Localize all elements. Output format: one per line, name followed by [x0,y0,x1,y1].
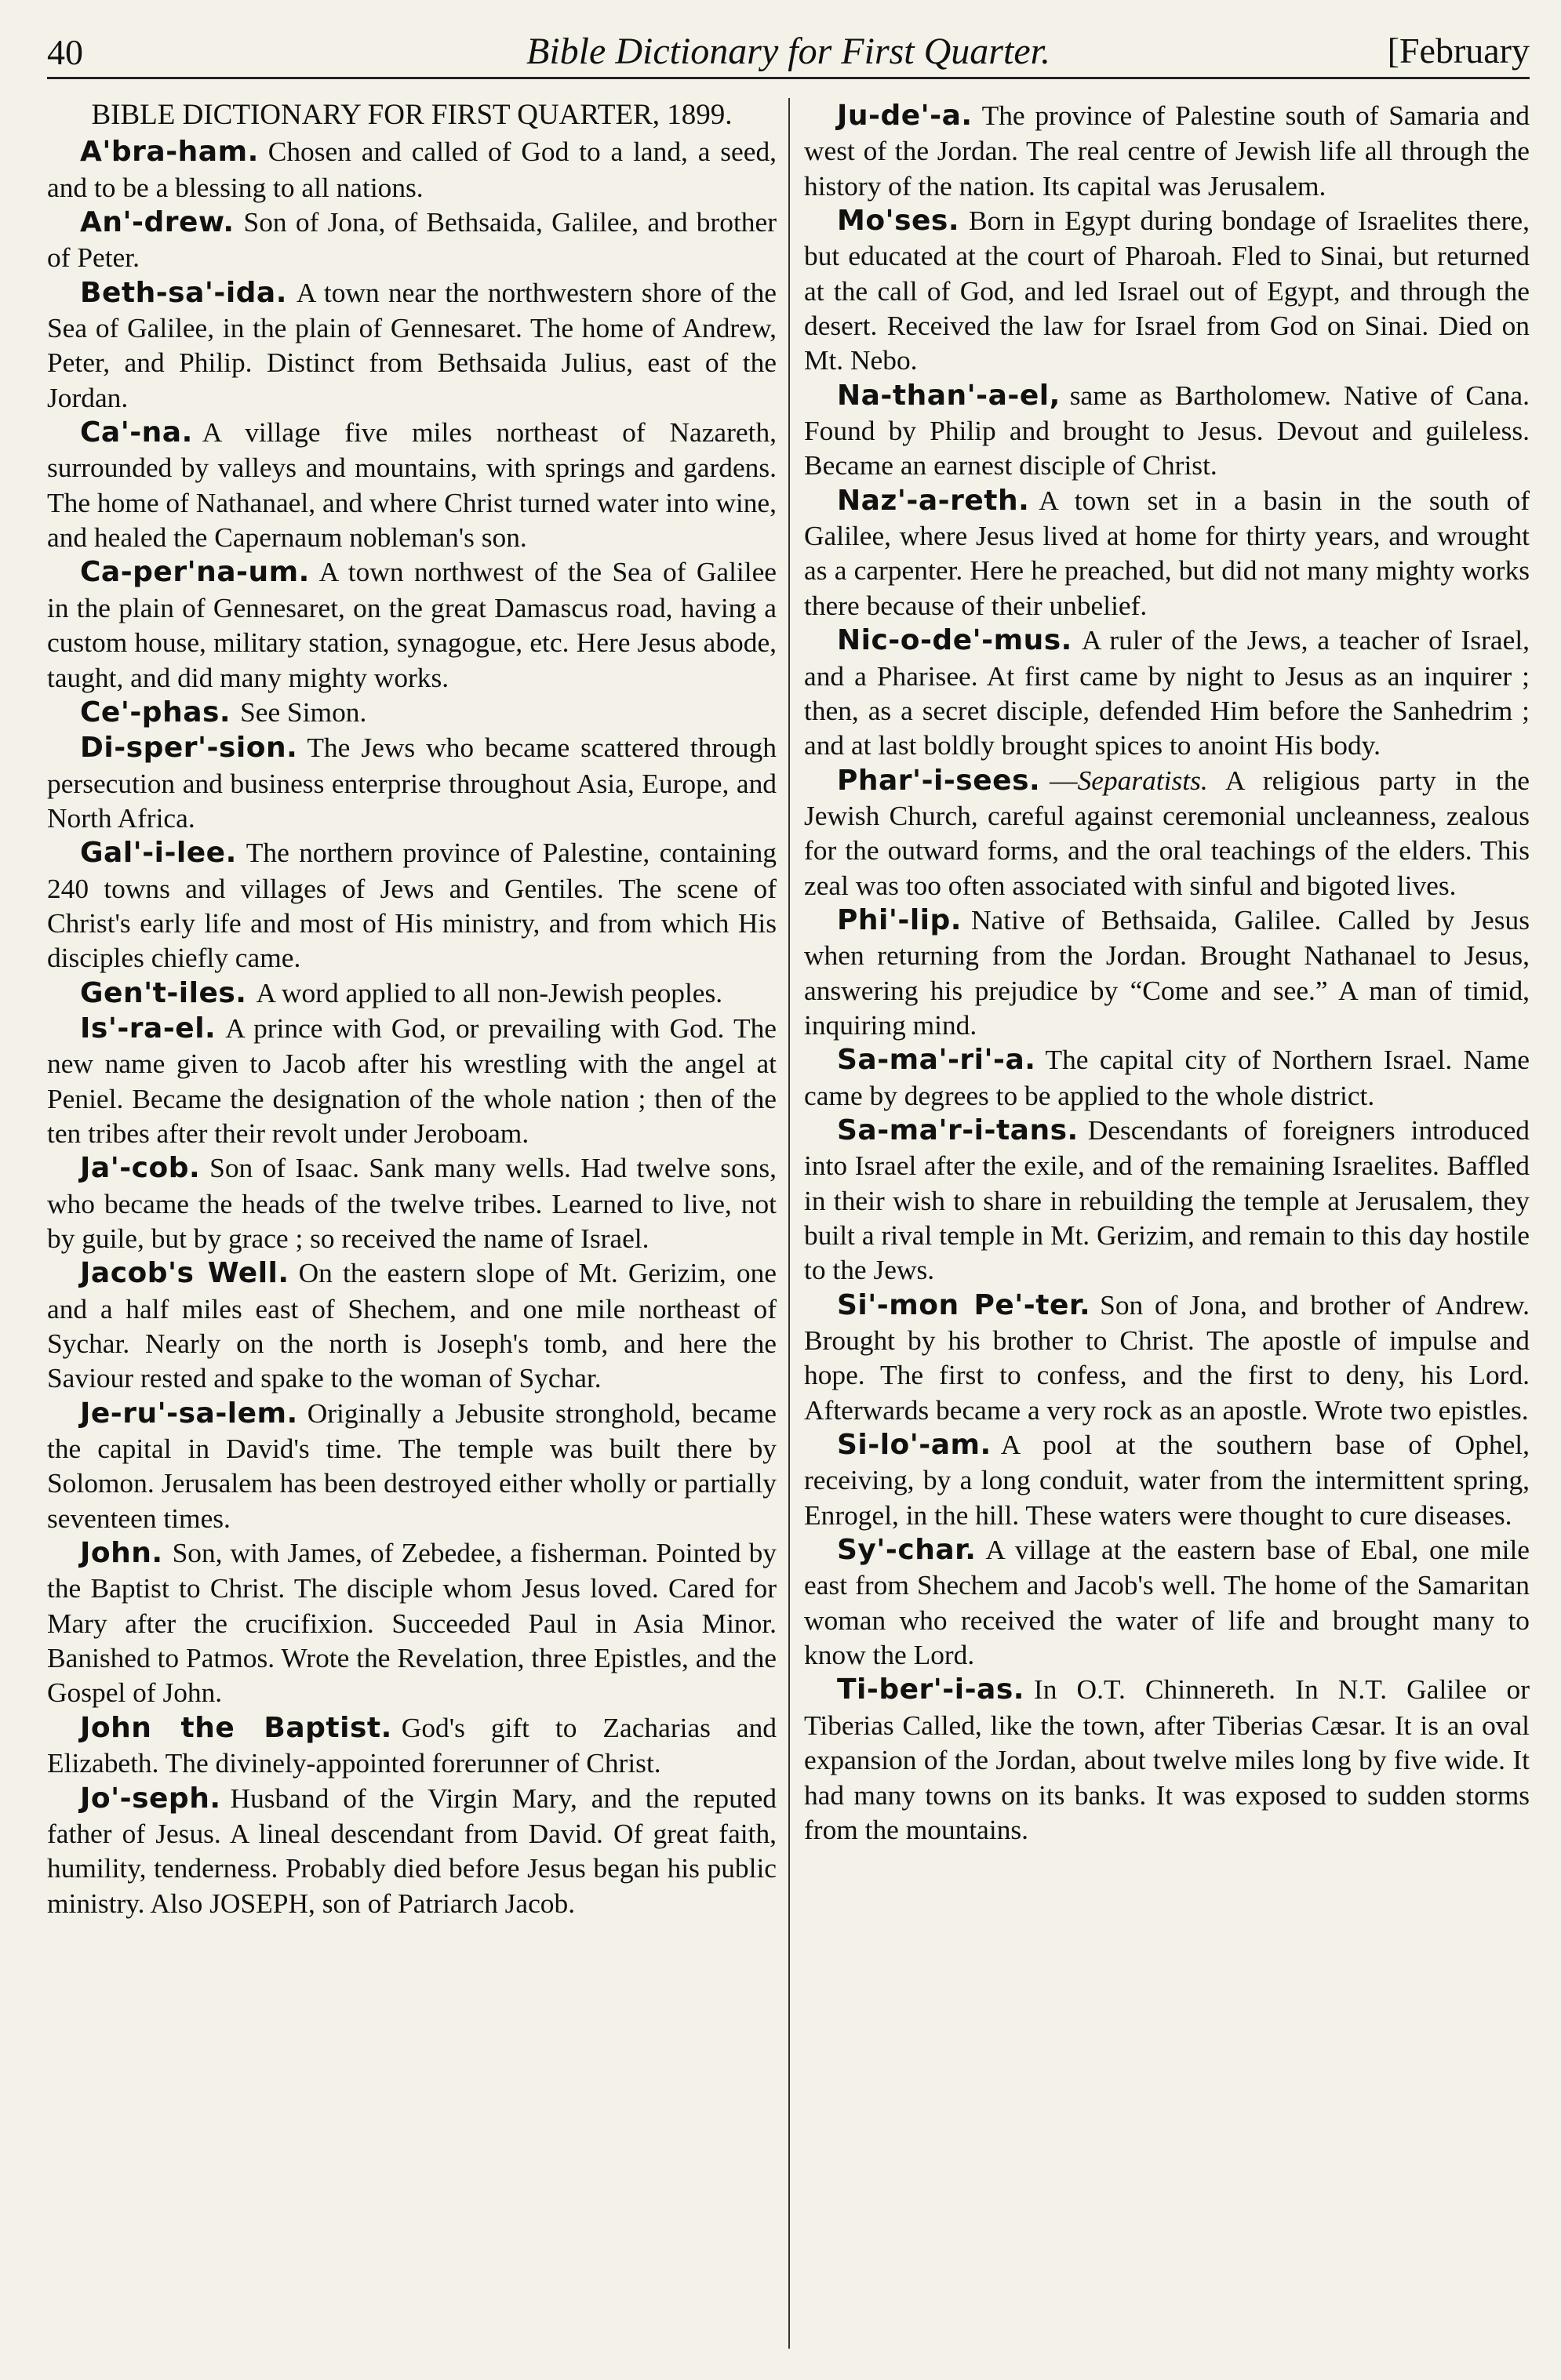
entry-headword: Sa-ma'-ri'-a. [837,1044,1036,1077]
dictionary-entry [804,483,1530,623]
entry-definition: A pool at the southern base of Ophel, receiving, by a long conduit, water from the intermittent spring, Enrogel, in the hill. These waters were thought to cure diseases. [804,1429,1530,1531]
dictionary-entry [47,1011,777,1150]
entry-definition: Native of Bethsaida, Galilee. Called by Jesus when returning from the Jordan. Brought Nathanael to Jesus, answering his prejudice by “Come and see.” A man of timid, inquiring mind. [804,903,1530,1041]
entry-headword: John. [80,1537,163,1570]
column-divider [788,98,790,2349]
entry-definition: The capital city of Northern Israel. Name came by degrees to be applied to the whole district. [804,1044,1530,1111]
entry-definition: A town near the northwestern shore of the Sea of Galilee, in the plain of Gennesaret. The home of Andrew, Peter, and Philip. Distinct from Bethsaida Julius, east of the Jordan. [47,276,777,413]
left-column [47,98,777,2349]
entry-headword: Ja'-cob. [80,1152,201,1185]
dictionary-entry [804,98,1530,203]
entry-definition: A town set in a basin in the south of Galilee, where Jesus lived at home for thirty years, and wrought as a carpenter. Here he preached, but did not many mighty works there because of their unbelief. [804,484,1530,621]
entry-headword: Na-than'-a-el, [837,379,1061,412]
dictionary-entry [47,1150,777,1255]
entry-headword: An'-drew. [80,206,235,239]
entry-headword: Gen't-iles. [80,976,247,1009]
dictionary-entry [804,903,1530,1042]
entry-headword: Is'-ra-el. [80,1012,217,1045]
entry-definition: A town northwest of the Sea of Galilee in the plain of Gennesaret, on the great Damascus road, having a custom house, military station, synagogue, etc. Here Jesus abode, taught, and did many mighty works. [47,556,777,693]
dictionary-entry [47,554,777,694]
entry-headword: Sy'-char. [837,1534,977,1567]
dictionary-entry [804,203,1530,378]
entry-definition: The province of Palestine south of Samaria and west of the Jordan. The real centre of Jewish life all through the history of the nation. Its capital was Jerusalem. [804,100,1530,202]
entry-headword: John the Baptist. [80,1711,392,1744]
entry-headword: Phar'-i-sees. [837,764,1041,797]
dictionary-entry [47,1535,777,1710]
entry-headword: Jacob's Well. [80,1257,289,1290]
dictionary-entry [804,1042,1530,1113]
entry-headword: Gal'-i-lee. [80,837,237,870]
running-month: [February [1387,31,1530,71]
entry-headword: Naz'-a-reth. [837,484,1030,517]
entry-definition: Son of Jona, and brother of Andrew. Brought by his brother to Christ. The apostle of impulse and hope. The first to confess, and the first to deny, his Lord. Afterwards became a very rock as an apostle. Wrote two epistles. [804,1288,1530,1426]
dictionary-entry [47,1255,777,1395]
entry-definition: The Jews who became scattered through persecution and business enterprise throughout Asia, Europe, and North Africa. [47,732,777,834]
dictionary-entry [804,1113,1530,1288]
entry-definition: same as Bartholomew. Native of Cana. Found by Philip and brought to Jesus. Devout and guileless. Became an earnest disciple of Christ. [804,379,1530,481]
dictionary-entry [47,205,777,275]
dictionary-entry [47,976,777,1011]
entry-definition: Husband of the Virgin Mary, and the reputed father of Jesus. A lineal descendant from David. Of great faith, humility, tenderness. Probably died before Jesus began his public ministry. Also JOSEPH, son of Patriarch Jacob. [47,1782,777,1919]
entry-headword: Si-lo'-am. [837,1429,992,1462]
entry-definition: Son, with James, of Zebedee, a fisherman. Pointed by the Baptist to Christ. The disciple whom Jesus loved. Cared for Mary after the crucifixion. Succeeded Paul in Asia Minor. Banished to Patmos. Wrote the Revelation, three Epistles, and the Gospel of John. [47,1537,777,1709]
entry-headword: Nic-o-de'-mus. [837,624,1072,657]
entry-definition: In O.T. Chinnereth. In N.T. Galilee or Tiberias Called, like the town, after Tiberias Cæsar. It is an oval expansion of the Jordan, about twelve miles long by five wide. It had many towns on its banks. It was exposed to sudden storms from the mountains. [804,1673,1530,1845]
dictionary-entry [47,730,777,835]
entry-definition: God's gift to Zacharias and Elizabeth. The divinely-appointed forerunner of Christ. [47,1711,777,1779]
dictionary-entry [804,1288,1530,1427]
entry-headword: Ce'-phas. [80,696,231,729]
dictionary-entry [47,1396,777,1535]
dictionary-entry [47,695,777,730]
entry-definition: Son of Isaac. Sank many wells. Had twelve sons, who became the heads of the twelve tribes. Learned to live, not by guile, but by grace ; so received the name of Israel. [47,1152,777,1254]
entry-headword: Sa-ma'r-i-tans. [837,1114,1079,1146]
entry-headword: Ca'-na. [80,416,193,449]
entry-definition: A word applied to all non-Jewish peoples. [256,976,723,1008]
dictionary-title: BIBLE DICTIONARY FOR FIRST QUARTER, 1899. [91,99,733,131]
dictionary-entry [804,378,1530,483]
entry-definition: On the eastern slope of Mt. Gerizim, one and a half miles east of Shechem, and one mile northeast of Sychar. Nearly on the north is Joseph's tomb, and here the Saviour rested and spake to the woman of Sychar. [47,1257,777,1394]
entry-definition: The northern province of Palestine, containing 240 towns and villages of Jews and Gentiles. The scene of Christ's early life and most of His ministry, and from which His disciples chiefly came. [47,837,777,974]
right-column [804,98,1530,2349]
dictionary-entry [47,415,777,554]
entry-definition: A village at the eastern base of Ebal, one mile east from Shechem and Jacob's well. The home of the Samaritan woman who received the water of life and brought many to know the Lord. [804,1534,1530,1671]
entry-headword: Jo'-seph. [80,1782,221,1815]
entry-headword: Mo'ses. [837,205,960,238]
entry-headword: Di-sper'-sion. [80,732,298,765]
dictionary-entry [804,623,1530,762]
page-number: 40 [47,32,83,72]
dictionary-entry [47,275,777,415]
dictionary-entry [47,1710,777,1781]
entry-headword: Ju-de'-a. [837,100,973,132]
dictionary-entry [47,134,777,205]
entry-definition: Originally a Jebusite stronghold, became the capital in David's time. The temple was built there by Solomon. Jerusalem has been destroyed either wholly or partially seventeen times. [47,1397,777,1534]
entry-definition: Descendants of foreigners introduced into Israel after the exile, and of the remaining Israelites. Baffled in their wish to share in rebuilding the temple at Jerusalem, they built a rival temple in Mt. Gerizim, and remain to this day hostile to the Jews. [804,1114,1530,1286]
entry-headword: Ca-per'na-um. [80,556,310,589]
entry-definition: A ruler of the Jews, a teacher of Israel, and a Pharisee. At first came by night to Jesus as an inquirer ; then, as a secret disciple, defended Him before the Sanhedrim ; and at last boldly brought spices to anoint His body. [804,624,1530,761]
entry-definition: A village five miles northeast of Nazareth, surrounded by valleys and mountains, with springs and gardens. The home of Nathanael, and where Christ turned water into wine, and healed the Capernaum nobleman's son. [47,416,777,554]
entry-headword: Phi'-lip. [837,903,962,936]
dictionary-entry [804,1427,1530,1532]
entry-headword: A'bra-ham. [80,136,259,169]
entry-headword: Si'-mon Pe'-ter. [837,1288,1091,1321]
dictionary-entry: Phar'-i-sees. —Separatists. A religious party in the Jewish Church, careful against ceremonial uncleanness, zealous for the outward forms, and the oral teachings of the elders. This zeal was too often associated with sinful and bigoted lives. [804,764,1530,901]
running-title: Bible Dictionary for First Quarter. [526,31,1050,72]
page-header [47,22,1530,79]
entry-headword: Ti-ber'-i-as. [837,1673,1024,1706]
dictionary-entry [47,835,777,975]
entry-definition: See Simon. [240,696,367,728]
entry-definition: A religious party in the Jewish Church, careful against ceremonial uncleanness, zealous for the outward forms, and the oral teachings of the elders. This zeal was too often associated with sinful and bigoted lives. [804,764,1530,901]
dictionary-entry [804,1672,1530,1847]
dictionary-entry [47,1781,777,1920]
entry-definition: A prince with God, or prevailing with God. The new name given to Jacob after his wrestling with the angel at Peniel. Became the designation of the whole nation ; then of the ten tribes after their revolt under Jeroboam. [47,1012,777,1149]
entry-definition: Born in Egypt during bondage of Israelites there, but educated at the court of Pharoah. Fled to Sinai, but returned at the call of God, and led Israel out of Egypt, and through the desert. Received the law for Israel from God on Sinai. Died on Mt. Nebo. [804,205,1530,376]
entry-gloss: Separatists. [1077,764,1208,796]
dictionary-entry [804,1532,1530,1672]
entry-definition: Son of Jona, of Bethsaida, Galilee, and brother of Peter. [47,206,777,274]
entry-headword: Je-ru'-sa-lem. [80,1397,298,1430]
entry-headword: Beth-sa'-ida. [80,276,287,309]
entry-definition: Chosen and called of God to a land, a seed, and to be a blessing to all nations. [47,136,777,203]
